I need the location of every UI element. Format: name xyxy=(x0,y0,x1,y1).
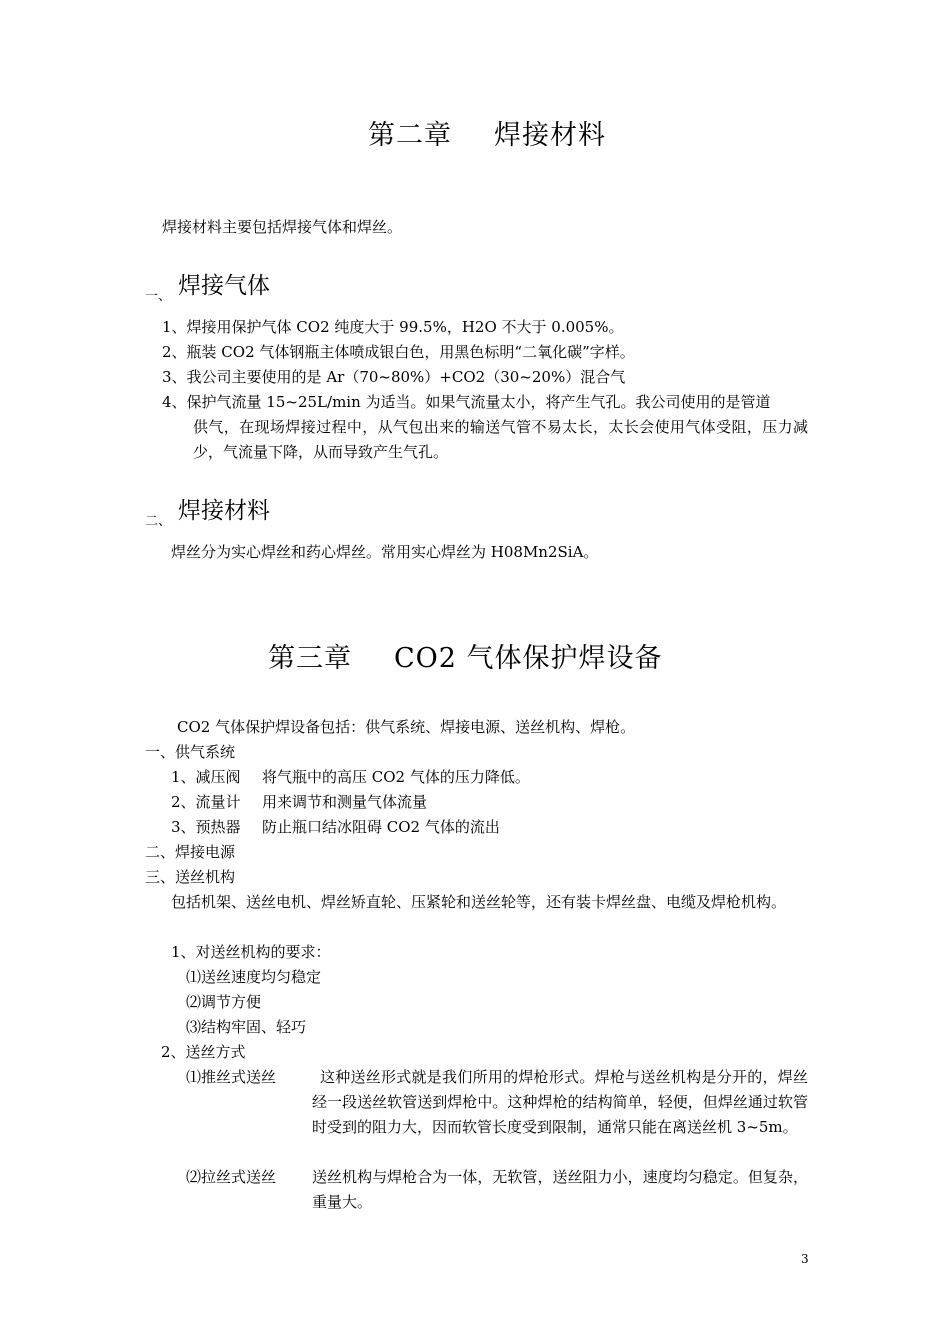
feed-requirements-heading: 1、对送丝机构的要求： xyxy=(171,943,331,961)
gas-system-item-1 xyxy=(171,765,530,790)
feed-mode-1-label: ⑴推丝式送丝 xyxy=(186,1068,277,1086)
chapter-3-name: CO2 气体保护焊设备 xyxy=(394,643,663,674)
chapter-2-intro: 焊接材料主要包括焊接气体和焊丝。 xyxy=(162,218,403,236)
feed-mode-2-label: ⑵拉丝式送丝 xyxy=(186,1168,277,1186)
gas-system-heading: 一、供气系统 xyxy=(145,743,236,761)
gas-item-4-first-line: 4、保护气流量 15~25L/min 为适当。如果气流量太小，将产生气孔。我公司使用的是管道 xyxy=(162,393,771,411)
section-2-marker: 二、 xyxy=(145,514,172,529)
feed-mode-1-desc: 这种送丝形式就是我们所用的焊枪形式。焊枪与送丝机构是分开的，焊丝经一段送丝软管送到焊枪中。这种焊枪的结构简单，轻便，但焊丝通过软管时受到的阻力大，因而软管长度受到限制，通常只能在离送丝机 3~5m。 xyxy=(312,1068,808,1136)
gas-item-2: 2、瓶装 CO2 气体钢瓶主体喷成银白色，用黑色标明“二氧化碳”字样。 xyxy=(162,343,635,361)
page-number: 3 xyxy=(801,1252,809,1266)
feed-heading: 三、送丝机构 xyxy=(145,868,236,886)
gas-system-item-3 xyxy=(171,815,500,840)
chapter-3-title xyxy=(268,636,663,675)
section-2-text: 焊丝分为实心焊丝和药心焊丝。常用实心焊丝为 H08Mn2SiA。 xyxy=(171,543,599,561)
section-1-title: 焊接气体 xyxy=(178,273,270,299)
feed-description-text: 包括机架、送丝电机、焊丝矫直轮、压紧轮和送丝轮等，还有装卡焊丝盘、电缆及焊枪机构。 xyxy=(171,893,787,911)
gas-system-item-1-label: 1、减压阀 xyxy=(171,768,241,786)
gas-system-item-2-desc: 用来调节和测量气体流量 xyxy=(262,793,428,811)
gas-system-item-2-label: 2、流量计 xyxy=(171,793,241,811)
power-heading: 二、焊接电源 xyxy=(145,843,236,861)
section-1-marker: 一、 xyxy=(145,289,172,304)
gas-system-item-3-label: 3、预热器 xyxy=(171,818,241,836)
chapter-3-number: 第三章 xyxy=(268,643,352,674)
gas-item-4-continuation: 供气，在现场焊接过程中，从气包出来的输送气管不易太长，太长会使用气体受阻，压力减少，气流量下降，从而导致产生气孔。 xyxy=(193,418,808,461)
feed-mode-heading: 2、送丝方式 xyxy=(161,1043,246,1061)
feed-description xyxy=(171,890,808,915)
gas-system-item-1-desc: 将气瓶中的高压 CO2 气体的压力降低。 xyxy=(262,768,530,786)
gas-system-item-2 xyxy=(171,790,427,815)
section-2-title: 焊接材料 xyxy=(178,498,270,524)
feed-requirement-3: ⑶结构牢固、轻巧 xyxy=(186,1018,307,1036)
chapter-2-name: 焊接材料 xyxy=(494,120,606,151)
chapter-2-number: 第二章 xyxy=(368,120,452,151)
gas-item-1: 1、焊接用保护气体 CO2 纯度大于 99.5%，H2O 不大于 0.005%。 xyxy=(162,318,624,336)
feed-requirement-1: ⑴送丝速度均匀稳定 xyxy=(186,968,322,986)
chapter-2-title xyxy=(368,113,606,152)
gas-item-3: 3、我公司主要使用的是 Ar（70~80%）+CO2（30~20%）混合气 xyxy=(162,368,626,386)
feed-mode-2-desc: 送丝机构与焊枪合为一体，无软管，送丝阻力小，速度均匀稳定。但复杂，重量大。 xyxy=(312,1168,808,1211)
gas-system-item-3-desc: 防止瓶口结冰阻碍 CO2 气体的流出 xyxy=(262,818,500,836)
feed-requirement-2: ⑵调节方便 xyxy=(186,993,262,1011)
chapter-3-intro: CO2 气体保护焊设备包括：供气系统、焊接电源、送丝机构、焊枪。 xyxy=(177,718,636,736)
